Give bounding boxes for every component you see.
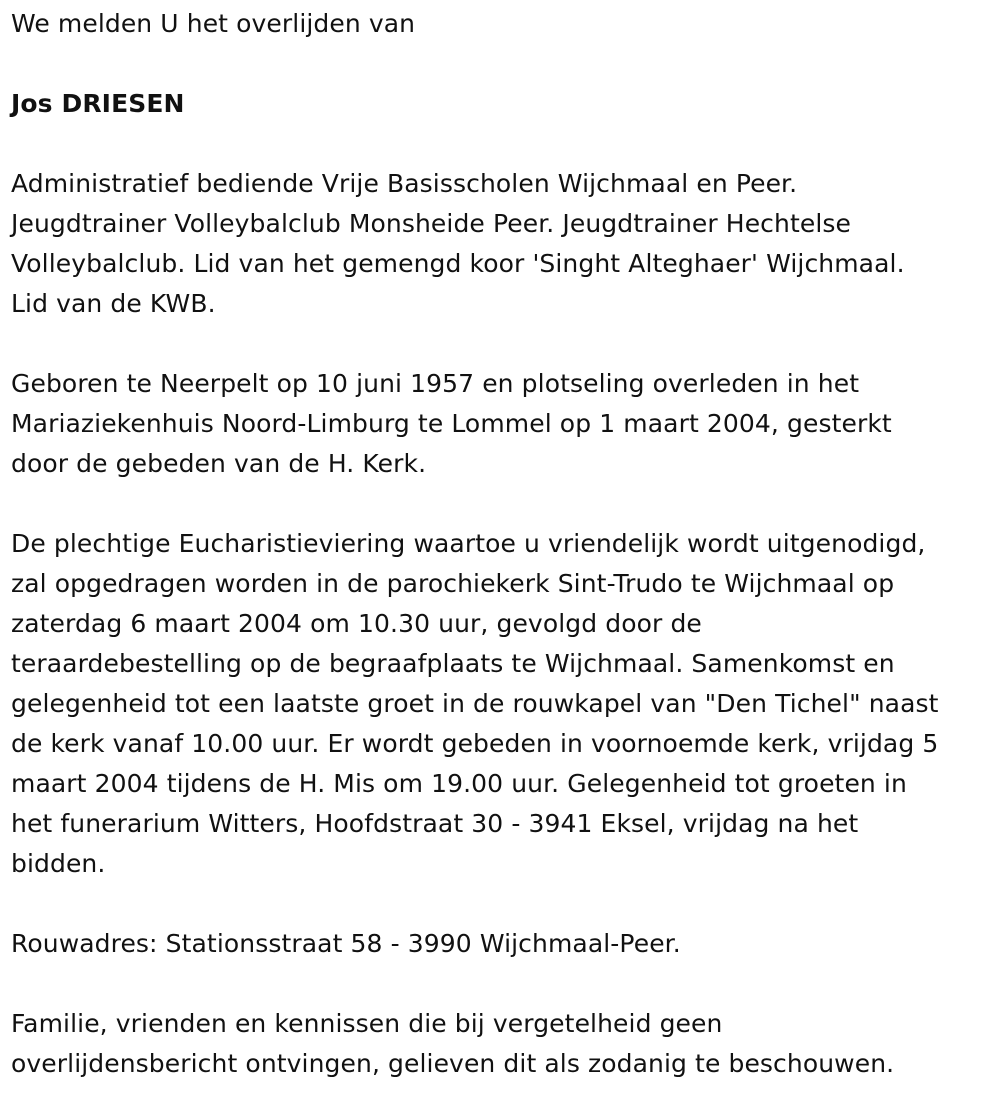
ceremony-line: gelegenheid tot een laatste groet in de rouwkapel van "Den Tichel" naast — [11, 689, 939, 718]
functions-paragraph — [11, 164, 991, 324]
birth-death-paragraph — [11, 364, 991, 484]
closing-line: Familie, vrienden en kennissen die bij vergetelheid geen — [11, 1009, 723, 1038]
closing-line: overlijdensbericht ontvingen, gelieven dit als zodanig te beschouwen. — [11, 1049, 895, 1078]
functions-line: Administratief bediende Vrije Basisscholen Wijchmaal en Peer. — [11, 169, 798, 198]
functions-line: Jeugdtrainer Volleybalclub Monsheide Peer. Jeugdtrainer Hechtelse — [11, 209, 852, 238]
intro-paragraph — [11, 4, 991, 44]
birth-death-line: door de gebeden van de H. Kerk. — [11, 449, 427, 478]
mourning-address: Rouwadres: Stationsstraat 58 - 3990 Wijchmaal-Peer. — [11, 929, 681, 958]
closing-paragraph — [11, 1004, 991, 1084]
ceremony-line: zaterdag 6 maart 2004 om 10.30 uur, gevolgd door de — [11, 609, 702, 638]
birth-death-line: Geboren te Neerpelt op 10 juni 1957 en plotseling overleden in het — [11, 369, 860, 398]
functions-line: Volleybalclub. Lid van het gemengd koor 'Singht Alteghaer' Wijchmaal. — [11, 249, 905, 278]
address-paragraph — [11, 924, 991, 964]
obituary-notice — [11, 4, 991, 1084]
ceremony-line: het funerarium Witters, Hoofdstraat 30 - 3941 Eksel, vrijdag na het — [11, 809, 859, 838]
functions-line: Lid van de KWB. — [11, 289, 216, 318]
ceremony-line: maart 2004 tijdens de H. Mis om 19.00 uur. Gelegenheid tot groeten in — [11, 769, 907, 798]
birth-death-line: Mariaziekenhuis Noord-Limburg te Lommel op 1 maart 2004, gesterkt — [11, 409, 892, 438]
ceremony-line: bidden. — [11, 849, 106, 878]
ceremony-line: de kerk vanaf 10.00 uur. Er wordt gebeden in voornoemde kerk, vrijdag 5 — [11, 729, 939, 758]
ceremony-line: teraardebestelling op de begraafplaats te Wijchmaal. Samenkomst en — [11, 649, 895, 678]
ceremony-line: zal opgedragen worden in de parochiekerk Sint-Trudo te Wijchmaal op — [11, 569, 895, 598]
deceased-name: Jos DRIESEN — [11, 89, 185, 118]
ceremony-line: De plechtige Eucharistieviering waartoe u vriendelijk wordt uitgenodigd, — [11, 529, 926, 558]
deceased-name-paragraph — [11, 84, 991, 124]
ceremony-paragraph — [11, 524, 991, 884]
intro-text: We melden U het overlijden van — [11, 9, 416, 38]
